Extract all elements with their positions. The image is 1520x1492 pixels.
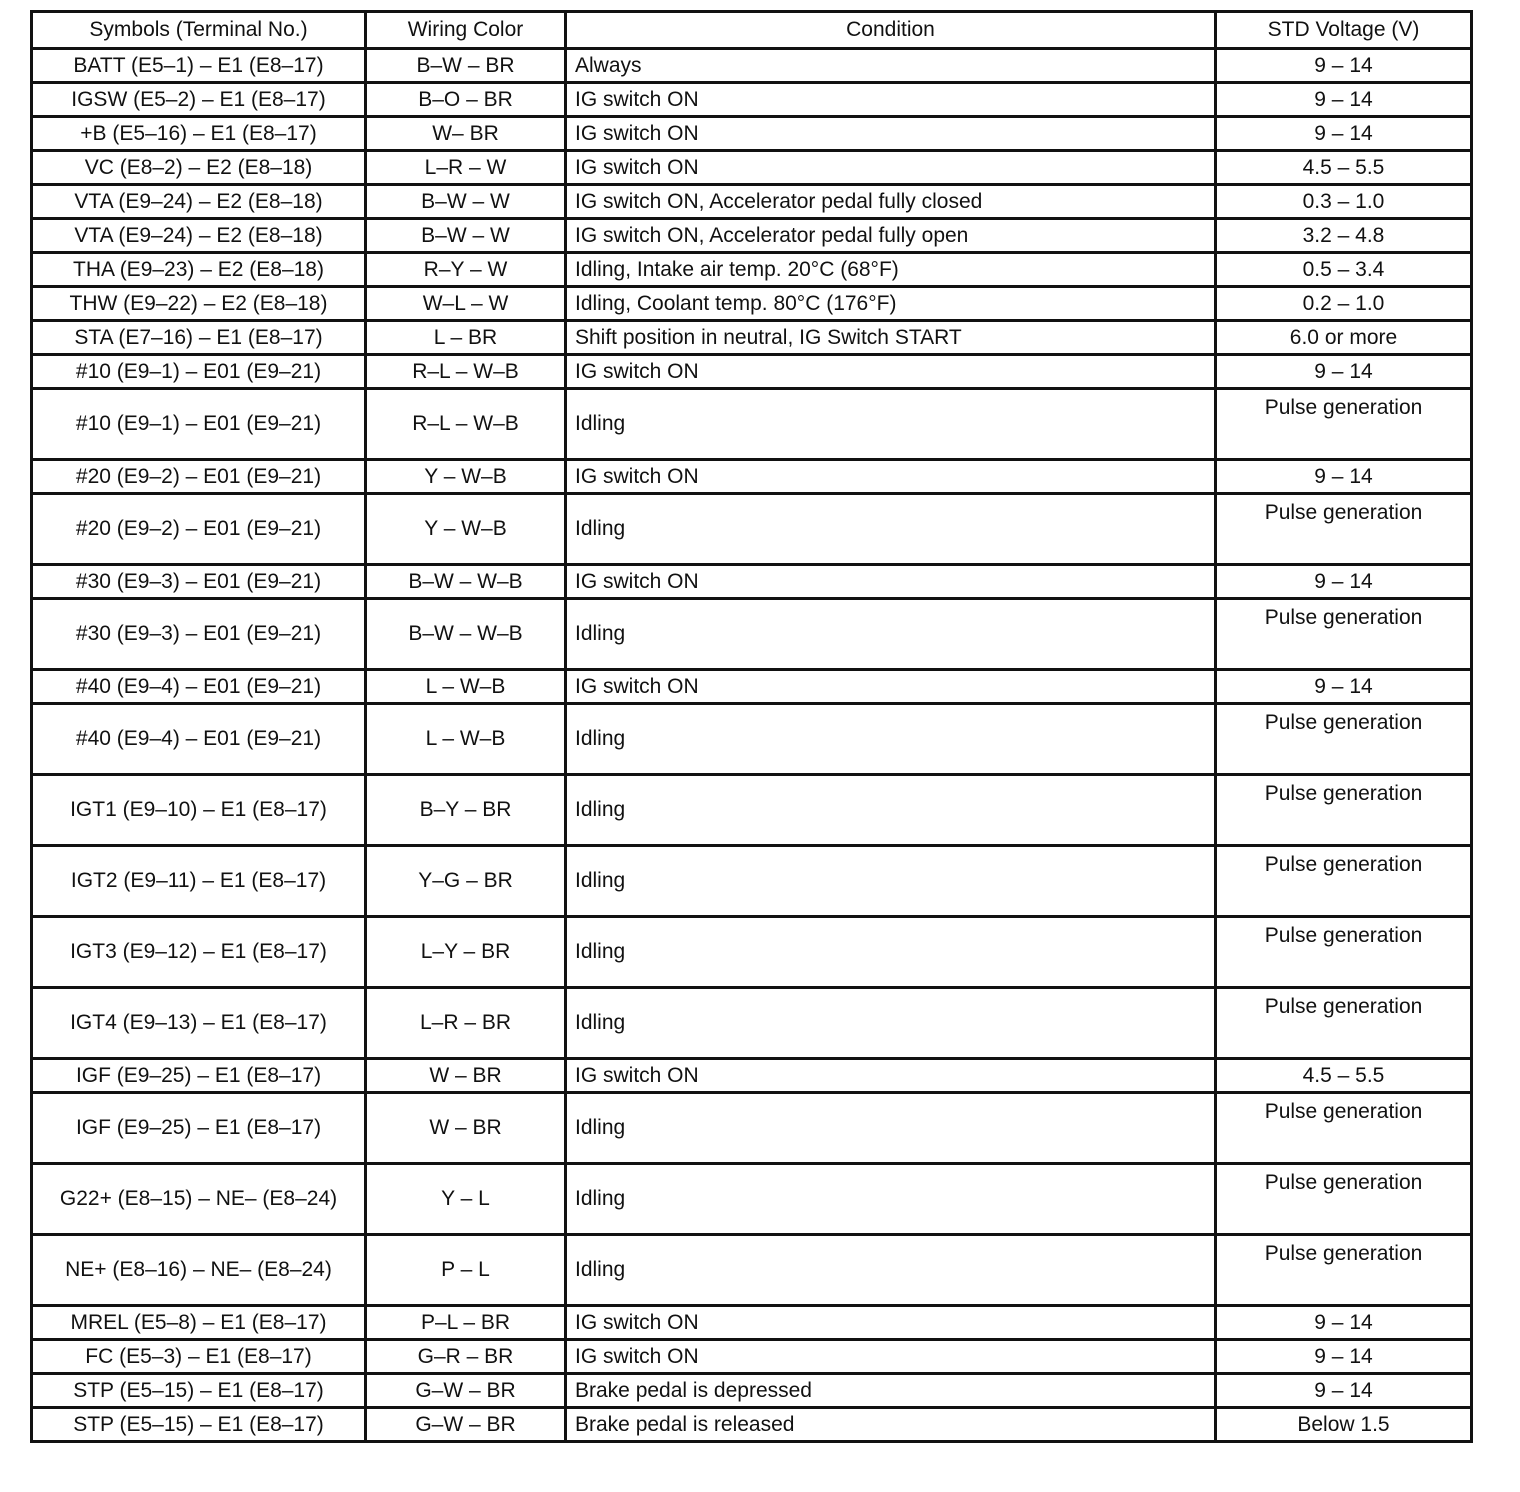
cell-symbol: IGF (E9–25) – E1 (E8–17) [32,1093,366,1164]
cell-condition: Brake pedal is released [566,1408,1216,1442]
cell-std-voltage: 9 – 14 [1216,83,1472,117]
cell-wiring-color: W–L – W [366,287,566,321]
cell-condition: IG switch ON [566,1340,1216,1374]
table-header-row [32,12,1472,49]
table-row [32,117,1472,151]
cell-wiring-color: L–R – BR [366,988,566,1059]
cell-condition: IG switch ON [566,460,1216,494]
table-row [32,1235,1472,1306]
ecu-terminal-voltage-table-sheet [30,10,1470,1443]
table-row [32,185,1472,219]
cell-symbol: STA (E7–16) – E1 (E8–17) [32,321,366,355]
cell-std-voltage: 9 – 14 [1216,565,1472,599]
cell-wiring-color: Y – W–B [366,460,566,494]
cell-symbol: #40 (E9–4) – E01 (E9–21) [32,704,366,775]
table-row [32,321,1472,355]
cell-std-voltage: Pulse generation [1216,704,1472,775]
cell-symbol: #30 (E9–3) – E01 (E9–21) [32,599,366,670]
cell-condition: Brake pedal is depressed [566,1374,1216,1408]
cell-std-voltage: 9 – 14 [1216,1374,1472,1408]
cell-condition: Idling [566,704,1216,775]
cell-condition: IG switch ON [566,670,1216,704]
cell-condition: Idling [566,1093,1216,1164]
table-row [32,219,1472,253]
cell-symbol: STP (E5–15) – E1 (E8–17) [32,1408,366,1442]
cell-wiring-color: B–W – W [366,185,566,219]
cell-wiring-color: W – BR [366,1059,566,1093]
cell-symbol: VTA (E9–24) – E2 (E8–18) [32,219,366,253]
cell-condition: IG switch ON, Accelerator pedal fully open [566,219,1216,253]
cell-condition: Idling [566,599,1216,670]
table-row [32,846,1472,917]
cell-symbol: G22+ (E8–15) – NE– (E8–24) [32,1164,366,1235]
cell-wiring-color: L – W–B [366,670,566,704]
cell-condition: IG switch ON [566,83,1216,117]
cell-condition: IG switch ON [566,1306,1216,1340]
cell-wiring-color: P – L [366,1235,566,1306]
cell-condition: Idling [566,389,1216,460]
cell-wiring-color: B–W – W–B [366,565,566,599]
table-row [32,988,1472,1059]
cell-wiring-color: G–W – BR [366,1408,566,1442]
cell-wiring-color: B–Y – BR [366,775,566,846]
cell-condition: IG switch ON [566,1059,1216,1093]
cell-symbol: BATT (E5–1) – E1 (E8–17) [32,49,366,83]
cell-symbol: STP (E5–15) – E1 (E8–17) [32,1374,366,1408]
table-row [32,1306,1472,1340]
cell-condition: Idling [566,988,1216,1059]
header-condition: Condition [566,12,1216,49]
cell-std-voltage: 9 – 14 [1216,49,1472,83]
cell-wiring-color: Y–G – BR [366,846,566,917]
cell-symbol: #10 (E9–1) – E01 (E9–21) [32,355,366,389]
header-wiring-color: Wiring Color [366,12,566,49]
cell-symbol: #20 (E9–2) – E01 (E9–21) [32,460,366,494]
table-row [32,1059,1472,1093]
cell-std-voltage: Pulse generation [1216,389,1472,460]
cell-std-voltage: 6.0 or more [1216,321,1472,355]
cell-wiring-color: W – BR [366,1093,566,1164]
table-row [32,460,1472,494]
table-row [32,1408,1472,1442]
cell-condition: IG switch ON, Accelerator pedal fully closed [566,185,1216,219]
cell-symbol: #20 (E9–2) – E01 (E9–21) [32,494,366,565]
cell-std-voltage: 9 – 14 [1216,460,1472,494]
cell-symbol: IGT4 (E9–13) – E1 (E8–17) [32,988,366,1059]
cell-symbol: THW (E9–22) – E2 (E8–18) [32,287,366,321]
cell-wiring-color: G–W – BR [366,1374,566,1408]
cell-wiring-color: B–O – BR [366,83,566,117]
table-row [32,670,1472,704]
table-row [32,1340,1472,1374]
cell-wiring-color: R–L – W–B [366,355,566,389]
cell-condition: IG switch ON [566,151,1216,185]
cell-wiring-color: B–W – BR [366,49,566,83]
cell-wiring-color: B–W – W [366,219,566,253]
table-row [32,565,1472,599]
cell-wiring-color: L–Y – BR [366,917,566,988]
cell-symbol: +B (E5–16) – E1 (E8–17) [32,117,366,151]
cell-std-voltage: 4.5 – 5.5 [1216,1059,1472,1093]
cell-std-voltage: Pulse generation [1216,846,1472,917]
cell-wiring-color: B–W – W–B [366,599,566,670]
cell-std-voltage: Pulse generation [1216,917,1472,988]
cell-condition: Idling [566,1164,1216,1235]
table-row [32,49,1472,83]
cell-std-voltage: Pulse generation [1216,599,1472,670]
cell-wiring-color: G–R – BR [366,1340,566,1374]
table-row [32,355,1472,389]
table-row [32,1093,1472,1164]
cell-std-voltage: 9 – 14 [1216,117,1472,151]
cell-wiring-color: Y – W–B [366,494,566,565]
cell-condition: IG switch ON [566,565,1216,599]
cell-symbol: IGF (E9–25) – E1 (E8–17) [32,1059,366,1093]
cell-symbol: IGT2 (E9–11) – E1 (E8–17) [32,846,366,917]
table-row [32,253,1472,287]
cell-wiring-color: P–L – BR [366,1306,566,1340]
cell-std-voltage: Pulse generation [1216,988,1472,1059]
cell-wiring-color: L – W–B [366,704,566,775]
cell-std-voltage: Pulse generation [1216,1093,1472,1164]
cell-symbol: #40 (E9–4) – E01 (E9–21) [32,670,366,704]
cell-condition: Idling [566,775,1216,846]
cell-wiring-color: W– BR [366,117,566,151]
cell-wiring-color: R–Y – W [366,253,566,287]
cell-condition: Always [566,49,1216,83]
cell-std-voltage: 9 – 14 [1216,1340,1472,1374]
cell-std-voltage: 9 – 14 [1216,670,1472,704]
cell-std-voltage: 3.2 – 4.8 [1216,219,1472,253]
cell-symbol: FC (E5–3) – E1 (E8–17) [32,1340,366,1374]
cell-std-voltage: 9 – 14 [1216,355,1472,389]
cell-std-voltage: Pulse generation [1216,1235,1472,1306]
cell-condition: Idling [566,494,1216,565]
table-body [32,49,1472,1442]
cell-condition: Idling, Intake air temp. 20°C (68°F) [566,253,1216,287]
table-row [32,494,1472,565]
cell-condition: IG switch ON [566,117,1216,151]
cell-symbol: #30 (E9–3) – E01 (E9–21) [32,565,366,599]
cell-std-voltage: 0.2 – 1.0 [1216,287,1472,321]
cell-std-voltage: 0.5 – 3.4 [1216,253,1472,287]
cell-symbol: IGT3 (E9–12) – E1 (E8–17) [32,917,366,988]
cell-symbol: IGT1 (E9–10) – E1 (E8–17) [32,775,366,846]
table-row [32,599,1472,670]
cell-condition: Idling [566,846,1216,917]
cell-std-voltage: Pulse generation [1216,775,1472,846]
cell-symbol: NE+ (E8–16) – NE– (E8–24) [32,1235,366,1306]
table-row [32,389,1472,460]
table-row [32,83,1472,117]
table-row [32,704,1472,775]
cell-wiring-color: R–L – W–B [366,389,566,460]
cell-symbol: VTA (E9–24) – E2 (E8–18) [32,185,366,219]
header-std-voltage: STD Voltage (V) [1216,12,1472,49]
cell-condition: Idling [566,1235,1216,1306]
table-row [32,1374,1472,1408]
cell-symbol: VC (E8–2) – E2 (E8–18) [32,151,366,185]
cell-wiring-color: L – BR [366,321,566,355]
cell-symbol: IGSW (E5–2) – E1 (E8–17) [32,83,366,117]
ecu-terminal-voltage-table [30,10,1473,1443]
cell-std-voltage: Pulse generation [1216,1164,1472,1235]
table-row [32,1164,1472,1235]
cell-symbol: #10 (E9–1) – E01 (E9–21) [32,389,366,460]
cell-condition: Idling, Coolant temp. 80°C (176°F) [566,287,1216,321]
header-symbols: Symbols (Terminal No.) [32,12,366,49]
cell-symbol: THA (E9–23) – E2 (E8–18) [32,253,366,287]
cell-std-voltage: 0.3 – 1.0 [1216,185,1472,219]
cell-std-voltage: 4.5 – 5.5 [1216,151,1472,185]
cell-wiring-color: Y – L [366,1164,566,1235]
cell-wiring-color: L–R – W [366,151,566,185]
table-row [32,917,1472,988]
cell-condition: IG switch ON [566,355,1216,389]
table-row [32,151,1472,185]
cell-std-voltage: Pulse generation [1216,494,1472,565]
cell-condition: Shift position in neutral, IG Switch START [566,321,1216,355]
cell-symbol: MREL (E5–8) – E1 (E8–17) [32,1306,366,1340]
table-row [32,775,1472,846]
table-row [32,287,1472,321]
cell-condition: Idling [566,917,1216,988]
cell-std-voltage: Below 1.5 [1216,1408,1472,1442]
cell-std-voltage: 9 – 14 [1216,1306,1472,1340]
